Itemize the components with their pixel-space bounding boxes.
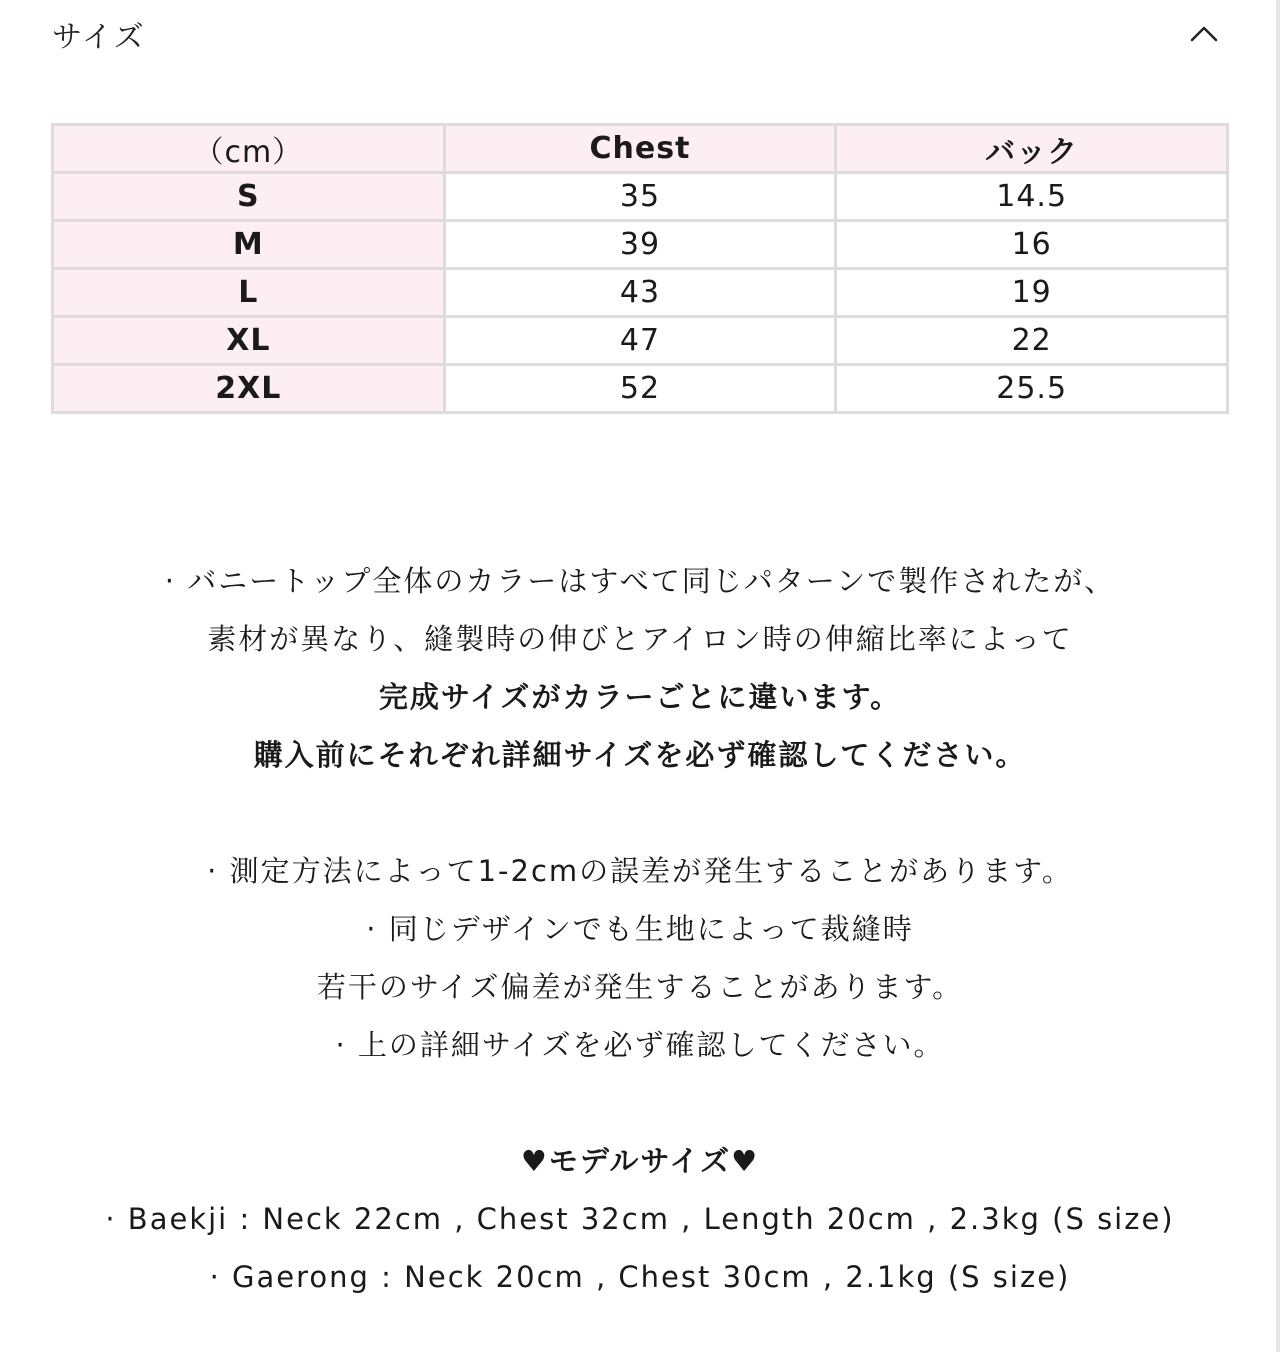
size-label: M: [53, 221, 445, 269]
size-label: S: [53, 173, 445, 221]
chest-value: 43: [444, 269, 836, 317]
note-line-bold: 購入前にそれぞれ詳細サイズを必ず確認してください。: [253, 738, 1027, 772]
note-line: · 上の詳細サイズを必ず確認してください。: [335, 1028, 945, 1062]
model-size-line: · Baekji : Neck 22cm , Chest 32cm , Length 20cm , 2.3kg (S size): [105, 1202, 1175, 1236]
unit-header: （cm）: [53, 125, 445, 173]
table-row: [53, 317, 1228, 365]
size-notes: [0, 552, 1280, 1306]
back-value: 19: [836, 269, 1228, 317]
chest-value: 47: [444, 317, 836, 365]
back-value: 14.5: [836, 173, 1228, 221]
note-line-bold: 完成サイズがカラーごとに違います。: [378, 680, 902, 714]
table-row: [53, 365, 1228, 413]
model-size-title: ♥モデルサイズ♥: [520, 1144, 760, 1178]
table-row: [53, 221, 1228, 269]
chevron-up-icon: [1180, 14, 1228, 54]
chest-value: 52: [444, 365, 836, 413]
back-value: 22: [836, 317, 1228, 365]
size-section-header[interactable]: [0, 0, 1280, 70]
chest-header: Chest: [444, 125, 836, 173]
chest-value: 35: [444, 173, 836, 221]
size-table: [51, 123, 1229, 414]
back-value: 16: [836, 221, 1228, 269]
back-value: 25.5: [836, 365, 1228, 413]
note-line: · 測定方法によって1-2cmの誤差が発生することがあります。: [207, 854, 1073, 888]
size-label: L: [53, 269, 445, 317]
back-header: バック: [836, 125, 1228, 173]
table-header-row: [53, 125, 1228, 173]
model-size-line: · Gaerong : Neck 20cm , Chest 30cm , 2.1kg (S size): [209, 1260, 1071, 1294]
collapse-button[interactable]: [1180, 14, 1228, 54]
size-label: 2XL: [53, 365, 445, 413]
table-row: [53, 269, 1228, 317]
note-line: 若干のサイズ偏差が発生することがあります。: [316, 970, 964, 1004]
note-line: · バニートップ全体のカラーはすべて同じパターンで製作されたが、: [164, 564, 1116, 598]
spacer: [0, 784, 1280, 842]
scrollbar[interactable]: [1276, 0, 1280, 1352]
table-row: [53, 173, 1228, 221]
spacer: [0, 1074, 1280, 1132]
section-title: サイズ: [52, 20, 146, 55]
note-line: 素材が異なり、縫製時の伸びとアイロン時の伸縮比率によって: [207, 622, 1073, 656]
note-line: · 同じデザインでも生地によって裁縫時: [366, 912, 914, 946]
chest-value: 39: [444, 221, 836, 269]
size-label: XL: [53, 317, 445, 365]
